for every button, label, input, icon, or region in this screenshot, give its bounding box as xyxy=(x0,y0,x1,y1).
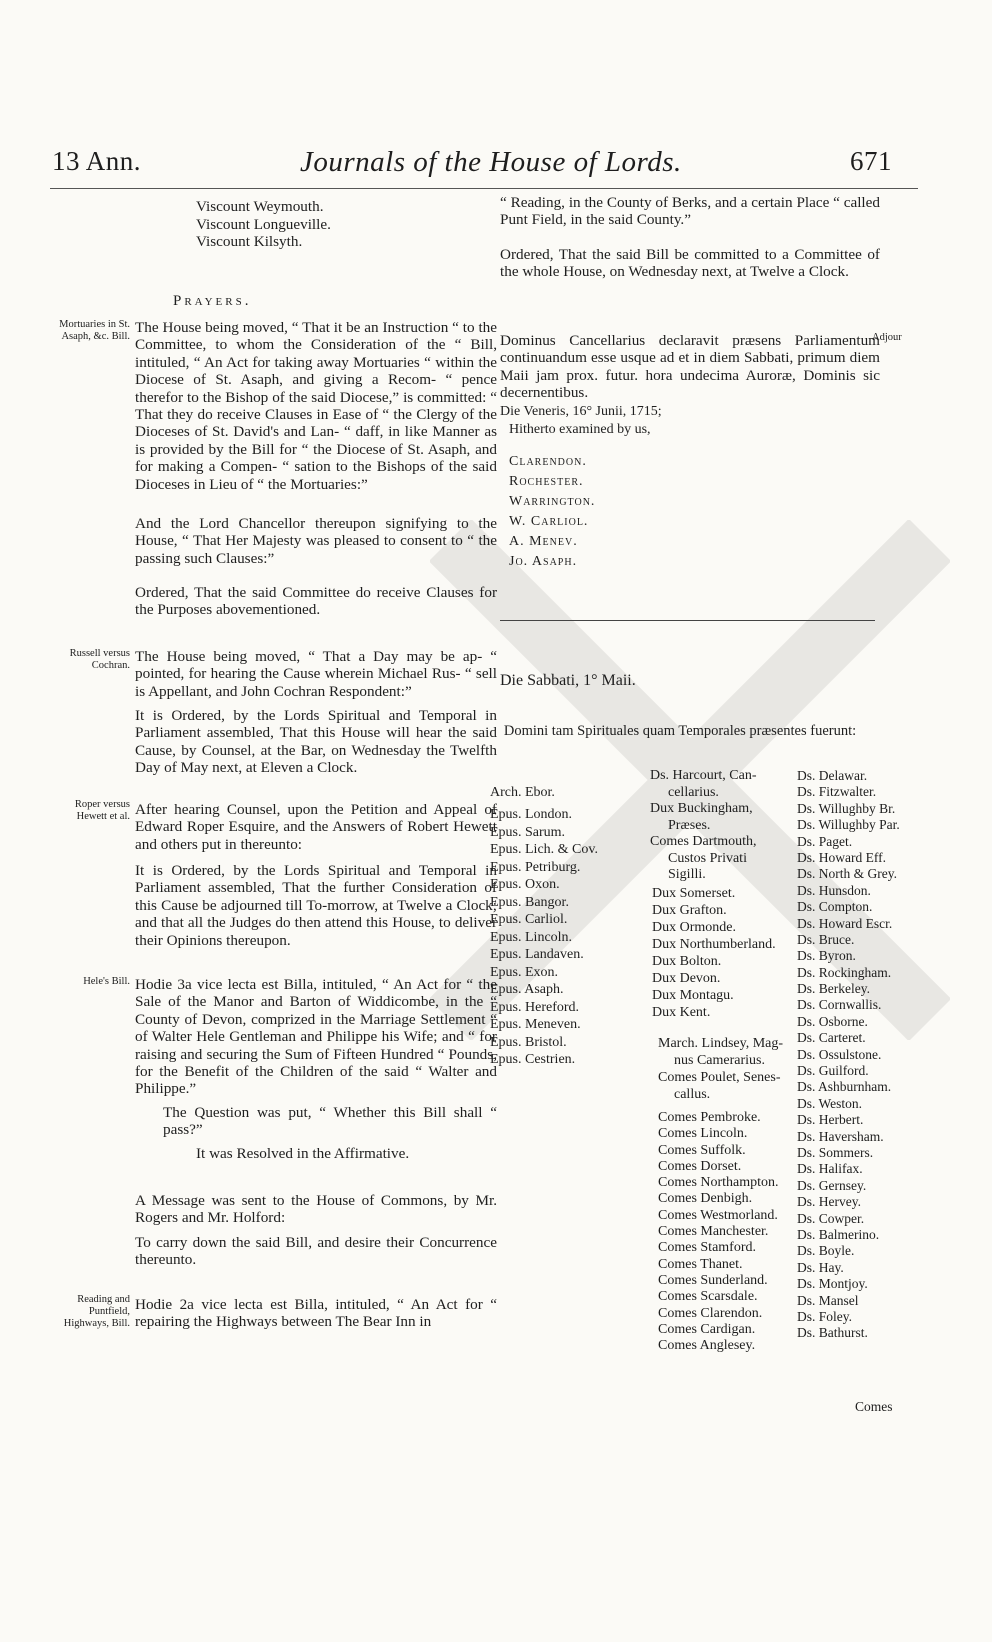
list-item: Ds. Hay. xyxy=(797,1259,844,1275)
hele-paragraph: Hodie 3a vice lecta est Billa, intituled, “ An Act for “ the Sale of the Manor and Barton of Widdicombe, in the “ County of Devon, comprized in the Marriage Settlement “ of Walter Hele Gentleman and Philippe his Wife; and “ for raising and securing the Sum of Fifteen Hundred “ Pounds, for the Benefit of the Children of the said “ Walter and Philippe.” xyxy=(135,976,497,1098)
list-item: Comes Lincoln. xyxy=(658,1126,748,1142)
session-date: Die Sabbati, 1° Maii. xyxy=(500,672,636,689)
list-item: Epus. Bangor. xyxy=(490,894,569,910)
list-item: Dux Buckingham, xyxy=(650,801,753,816)
hele-question: The Question was put, “ Whether this Bill shall “ pass?” xyxy=(163,1104,497,1139)
examined-note: Hitherto examined by us, xyxy=(509,422,651,437)
list-item: Dux Bolton. xyxy=(652,954,722,969)
reading-continuation: “ Reading, in the County of Berks, and a certain Place “ called Punt Field, in the said County.” xyxy=(500,194,880,229)
margin-note-reading: Reading and Puntfield, Highways, Bill. xyxy=(63,1294,130,1329)
list-item: Comes Westmorland. xyxy=(658,1207,778,1223)
list-item: Sigilli. xyxy=(668,867,706,882)
signatories-list xyxy=(509,452,595,572)
list-item: callus. xyxy=(674,1087,711,1102)
list-item: Ds. Howard Eff. xyxy=(797,849,886,865)
list-item: Ds. Weston. xyxy=(797,1095,863,1111)
list-item: Comes Dorset. xyxy=(658,1158,742,1174)
list-item: Comes Anglesey. xyxy=(658,1338,756,1354)
list-item: Viscount Longueville. xyxy=(196,215,331,233)
hele-message: A Message was sent to the House of Commons, by Mr. Rogers and Mr. Holford: xyxy=(135,1192,497,1227)
examination-date: Die Veneris, 16° Junii, 1715; xyxy=(500,404,662,419)
list-item: Ds. Cornwallis. xyxy=(797,997,882,1013)
list-item: Dux Devon. xyxy=(652,971,721,986)
list-item: Epus. Lincoln. xyxy=(490,929,573,945)
list-item: Epus. Bristol. xyxy=(490,1034,567,1050)
russell-order: It is Ordered, by the Lords Spiritual and Temporal in Parliament assembled, That this House will hear the said Cause, by Counsel, at the Bar, on Wednesday the Twelfth Day of May next, at Eleven a Clock. xyxy=(135,707,497,777)
signatory: Jo. Asaph. xyxy=(509,554,578,569)
list-item: Comes Scarsdale. xyxy=(658,1289,758,1305)
list-item: Ds. North & Grey. xyxy=(797,866,897,882)
list-item: Præses. xyxy=(668,817,711,833)
reading-paragraph: Hodie 2a vice lecta est Billa, intituled, “ An Act for “ repairing the Highways between The Bear Inn in xyxy=(135,1296,497,1331)
list-item: Dux Grafton. xyxy=(652,903,727,918)
bishops-list xyxy=(490,784,598,1069)
list-item: Ds. Bruce. xyxy=(797,931,855,947)
list-item: Ds. Berkeley. xyxy=(797,981,870,997)
section-rule xyxy=(500,620,875,621)
chamberlains-list xyxy=(658,1036,783,1104)
list-item: Dux Northumberland. xyxy=(652,937,776,952)
earls-list xyxy=(658,1110,779,1354)
regnal-year: 13 Ann. xyxy=(52,146,142,176)
mortuaries-order: Ordered, That the said Committee do receive Clauses for the Purposes abovementioned. xyxy=(135,584,497,619)
list-item: Epus. Lich. & Cov. xyxy=(490,842,598,857)
list-item: Ds. Bathurst. xyxy=(797,1325,868,1341)
list-item: Comes Pembroke. xyxy=(658,1110,761,1125)
list-item: Viscount Kilsyth. xyxy=(196,233,303,251)
list-item: Ds. Mansel xyxy=(797,1292,859,1308)
adjournment-paragraph: Dominus Cancellarius declaravit præsens Parliamentum continuandum esse usque ad et in diem Sabbati, primum diem Maii jam prox. futur. hora undecima Auroræ, Dominis sic decernentibus. xyxy=(500,332,880,402)
signatory: Rochester. xyxy=(509,474,584,489)
list-item: Ds. Guilford. xyxy=(797,1063,869,1079)
signatory: W. Carliol. xyxy=(509,514,589,529)
list-item: Dux Somerset. xyxy=(652,886,736,901)
mortuaries-paragraph-2: And the Lord Chancellor thereupon signifying to the House, “ That Her Majesty was pleased to consent to “ the passing such Clauses:” xyxy=(135,515,497,567)
present-heading: Domini tam Spirituales quam Temporales præsentes fuerunt: xyxy=(503,723,857,739)
list-item: Ds. Herbert. xyxy=(797,1112,864,1128)
list-item: Ds. Osborne. xyxy=(797,1013,868,1029)
dukes-list xyxy=(652,886,776,1022)
list-item: Epus. Sarum. xyxy=(490,824,566,840)
list-item: Arch. Ebor. xyxy=(490,785,555,800)
signatory: Warrington. xyxy=(509,494,596,509)
list-item: Ds. Hervey. xyxy=(797,1194,861,1210)
list-item: Comes Northampton. xyxy=(658,1175,779,1191)
list-item: Ds. Paget. xyxy=(797,833,853,849)
list-item: Dux Kent. xyxy=(652,1005,711,1020)
list-item: Comes Denbigh. xyxy=(658,1191,753,1207)
reading-order: Ordered, That the said Bill be committed to a Committee of the whole House, on Wednesday next, at Twelve a Clock. xyxy=(500,246,880,281)
list-item: Ds. Fitzwalter. xyxy=(797,784,877,800)
list-item: March. Lindsey, Mag- xyxy=(658,1036,784,1051)
list-item: Ds. Howard Escr. xyxy=(797,915,893,931)
list-item: Epus. Oxon. xyxy=(490,877,560,892)
list-item: Dux Montagu. xyxy=(652,988,734,1003)
hele-resolved: It was Resolved in the Affirmative. xyxy=(196,1145,410,1162)
catchword: Comes xyxy=(855,1399,893,1414)
list-item: Ds. Halifax. xyxy=(797,1161,863,1177)
header-rule xyxy=(50,188,918,189)
list-item: Custos Privati xyxy=(668,850,747,866)
list-item: Ds. Hunsdon. xyxy=(797,882,871,898)
list-item: Ds. Haversham. xyxy=(797,1128,884,1144)
prayers-heading: Prayers. xyxy=(173,293,252,309)
margin-note-russell: Russell versus Cochran. xyxy=(69,648,130,671)
list-item: Ds. Rockingham. xyxy=(797,964,892,980)
list-item: Ds. Sommers. xyxy=(797,1144,874,1160)
list-item: Ds. Delawar. xyxy=(797,768,868,783)
list-item: Epus. Exon. xyxy=(490,964,559,980)
list-item: Dux Ormonde. xyxy=(652,920,736,935)
roper-paragraph: After hearing Counsel, upon the Petition and Appeal of Edward Roper Esquire, and the Answers of Robert Hewett and others put in thereunto: xyxy=(135,801,497,853)
list-item: Ds. Harcourt, Can- xyxy=(650,768,757,783)
roper-order: It is Ordered, by the Lords Spiritual and Temporal in Parliament assembled, That the further Consideration of this Cause be adjourned till To-morrow, at Twelve a Clock; and that all the Judges do then attend this House, to deliver their Opinions thereupon. xyxy=(135,862,497,949)
mortuaries-paragraph: The House being moved, “ That it be an Instruction “ to the Committee, to whom the Consideration of the “ Bill, intituled, “ An Act for taking away Mortuaries “ within the Diocese of St. Asaph, and giving a Recom- “ pence therefor to the Bishop of the said Diocese,” is committed: “ That they do receive Clauses in Ease of “ the Clergy of the Dioceses of St. David's and Lan- “ daff, in like Manner as is provided by the Bill for “ the Diocese of St. Asaph, and for making a Compen- “ sation to the Bishops of the said Dioceses in Lieu of “ the Mortuaries:” xyxy=(135,319,497,493)
list-item: Comes Cardigan. xyxy=(658,1321,756,1337)
list-item: Comes Sunderland. xyxy=(658,1272,768,1288)
list-item: Epus. Meneven. xyxy=(490,1017,581,1032)
signatory: A. Menev. xyxy=(509,534,578,549)
officers-list xyxy=(650,768,757,884)
list-item: Comes Poulet, Senes- xyxy=(658,1070,781,1085)
list-item: Ds. Boyle. xyxy=(797,1243,855,1259)
russell-paragraph: The House being moved, “ That a Day may be ap- “ pointed, for hearing the Cause wherein Michael Rus- “ sell is Appellant, and John Cochran Respondent:” xyxy=(135,648,497,700)
list-item: Comes Dartmouth, xyxy=(650,834,757,849)
list-item: Comes Suffolk. xyxy=(658,1142,746,1158)
list-item: nus Camerarius. xyxy=(674,1053,765,1068)
list-item: Ds. Willughby Br. xyxy=(797,800,896,816)
list-item: Epus. Asaph. xyxy=(490,982,564,997)
page-number: 671 xyxy=(850,146,892,176)
list-item: Epus. Cestrien. xyxy=(490,1052,576,1067)
signatory: Clarendon. xyxy=(509,454,587,469)
list-item: Ds. Cowper. xyxy=(797,1210,865,1226)
list-item: Epus. Petriburg. xyxy=(490,859,581,875)
list-item: cellarius. xyxy=(668,784,719,800)
list-item: Ds. Ossulstone. xyxy=(797,1046,882,1062)
list-item: Ds. Foley. xyxy=(797,1308,853,1324)
margin-note-adjourn: Adjour xyxy=(872,332,902,343)
hele-carry: To carry down the said Bill, and desire their Concurrence thereunto. xyxy=(135,1234,497,1269)
list-item: Ds. Gernsey. xyxy=(797,1177,867,1193)
list-item: Ds. Balmerino. xyxy=(797,1226,880,1242)
list-item: Ds. Byron. xyxy=(797,948,856,964)
barons-list xyxy=(797,768,900,1342)
list-item: Epus. Landaven. xyxy=(490,947,584,962)
list-item: Comes Manchester. xyxy=(658,1224,769,1240)
margin-note-roper: Roper versus Hewett et al. xyxy=(74,799,130,822)
list-item: Comes Stamford. xyxy=(658,1240,756,1256)
list-item: Viscount Weymouth. xyxy=(196,198,324,215)
margin-note-mortuaries: Mortuaries in St. Asaph, &c. Bill. xyxy=(59,319,130,342)
list-item: Comes Clarendon. xyxy=(658,1305,763,1321)
list-item: Epus. Hereford. xyxy=(490,999,580,1015)
list-item: Epus. Carliol. xyxy=(490,912,568,927)
list-item: Ds. Willughby Par. xyxy=(797,817,900,833)
list-item: Ds. Ashburnham. xyxy=(797,1079,892,1095)
list-item: Epus. London. xyxy=(490,807,573,822)
margin-note-hele: Hele's Bill. xyxy=(83,976,130,987)
list-item: Comes Thanet. xyxy=(658,1256,743,1272)
list-item: Ds. Compton. xyxy=(797,899,873,915)
page-title: Journals of the House of Lords. xyxy=(300,146,682,178)
list-item: Ds. Montjoy. xyxy=(797,1276,868,1292)
list-item: Ds. Carteret. xyxy=(797,1030,866,1046)
